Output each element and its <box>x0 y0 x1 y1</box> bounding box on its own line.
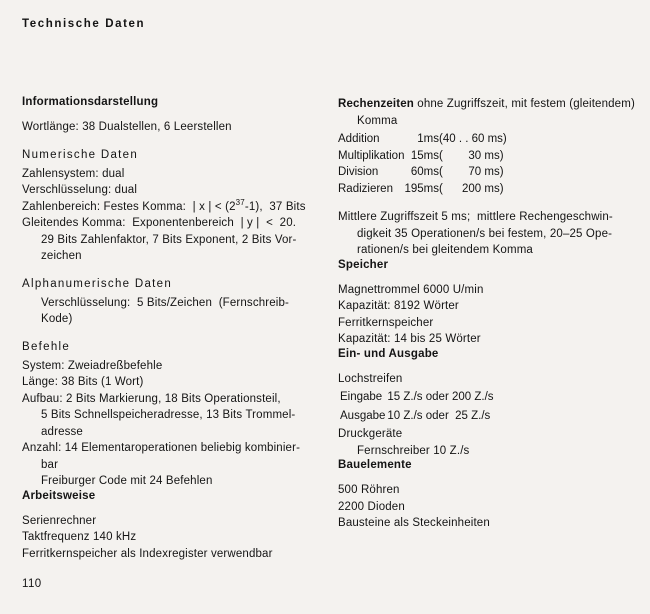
verschluesselung-dual-text: Verschlüsselung: dual <box>22 184 138 196</box>
zahlenbereich-post: -1), 37 Bits <box>244 200 306 213</box>
page-number: 110 <box>22 578 42 590</box>
section-heading-arbeitsweise: Arbeitsweise <box>22 489 96 502</box>
zahlenbereich-line <box>22 199 320 216</box>
arbeitsweise-line-3: Ferritkernspeicher als Indexregister verwendbar <box>22 547 273 560</box>
befehle-laenge-line: Länge: 38 Bits (1 Wort) <box>22 376 144 388</box>
befehle-aufbau-line: Aufbau: 2 Bits Markierung, 18 Bits Operationsteil, <box>22 392 281 405</box>
timing-value-division: 60 <box>410 166 424 178</box>
zahlensystem-line: Zahlensystem: dual <box>22 167 125 180</box>
section-heading-rechenzeiten <box>338 96 636 113</box>
gleitendes-komma-line: Gleitendes Komma: Exponentenbereich | y | < 20. <box>22 217 297 229</box>
io-label-eingabe: Eingabe <box>340 391 383 403</box>
wortlaenge-line: Wortlänge: 38 Dualstellen, 6 Leerstellen <box>22 121 232 133</box>
timing-op-multiplikation: Multiplikation <box>338 149 405 162</box>
timing-value-radizieren: 195 <box>404 182 424 195</box>
rechenzeiten-heading-rest: ohne Zugriffszeit, mit festem (gleitendem) <box>413 98 635 110</box>
table-row <box>340 408 494 425</box>
rechenzeiten-heading-bold: Rechenzeiten <box>338 98 414 110</box>
timing-paren-addition: (40 . . 60 ms) <box>439 133 507 145</box>
gleitendes-komma-cont2: zeichen <box>41 250 82 262</box>
timing-op-addition: Addition <box>338 133 380 145</box>
io-label-ausgabe: Ausgabe <box>340 409 386 422</box>
right-column <box>330 96 650 562</box>
zugriffszeit-note-2: digkeit 35 Operationen/s bei festem, 20–25 Ope- <box>357 227 613 240</box>
table-row <box>338 131 507 148</box>
speicher-line-3: Ferritkernspeicher <box>338 316 434 329</box>
druckgeraete-value: Fernschreiber 10 Z./s <box>357 444 470 457</box>
timing-paren-division: ( 70 ms) <box>439 166 504 178</box>
druckgeraete-label: Druckgeräte <box>338 428 403 440</box>
two-column-body <box>0 96 650 562</box>
table-row <box>338 148 507 165</box>
ein-ausgabe-table <box>338 387 496 426</box>
section-heading-bauelemente: Bauelemente <box>338 459 412 471</box>
bauelemente-line-3: Bausteine als Steckeinheiten <box>338 517 490 529</box>
befehle-anzahl-cont: bar <box>41 458 59 471</box>
speicher-line-4: Kapazität: 14 bis 25 Wörter <box>338 333 481 345</box>
freiburger-code-line: Freiburger Code mit 24 Befehlen <box>41 475 213 487</box>
zugriffszeit-note-1: Mittlere Zugriffszeit 5 ms; mittlere Rechengeschwin- <box>338 211 613 223</box>
timing-unit-division: ms <box>423 166 440 178</box>
timing-op-division: Division <box>338 166 379 178</box>
io-value-ausgabe: 10 Z./s oder 25 Z./s <box>387 409 491 422</box>
gleitendes-komma-cont1: 29 Bits Zahlenfaktor, 7 Bits Exponent, 2 Bits Vor- <box>41 233 297 246</box>
arbeitsweise-line-1: Serienrechner <box>22 514 97 527</box>
zahlenbereich-exponent: 37 <box>235 197 245 207</box>
left-column <box>0 96 330 562</box>
befehle-anzahl-line: Anzahl: 14 Elementaroperationen beliebig kombinier- <box>22 442 301 454</box>
zugriffszeit-note-3: rationen/s bei gleitendem Komma <box>357 244 533 256</box>
bauelemente-line-1: 500 Röhren <box>338 484 400 496</box>
section-heading-speicher: Speicher <box>338 258 389 271</box>
io-value-eingabe: 15 Z./s oder 200 Z./s <box>387 391 494 403</box>
table-row <box>338 181 507 198</box>
timing-unit-addition: ms <box>423 133 440 145</box>
table-row <box>338 164 507 181</box>
arbeitsweise-line-2: Taktfrequenz 140 kHz <box>22 531 137 543</box>
table-row <box>340 389 494 406</box>
section-heading-informationsdarstellung: Informationsdarstellung <box>22 96 159 108</box>
timing-value-addition: 1 <box>417 133 424 145</box>
subheading-numerische-daten: Numerische Daten <box>22 148 139 161</box>
verschluesselung-dual-line <box>22 182 320 199</box>
befehle-aufbau-cont1: 5 Bits Schnellspeicheradresse, 13 Bits Trommel- <box>41 409 296 421</box>
timing-value-multiplikation: 15 <box>410 149 424 162</box>
timing-paren-radizieren: ( 200 ms) <box>439 182 504 195</box>
running-head: Technische Daten <box>22 18 146 30</box>
bauelemente-line-2: 2200 Dioden <box>338 500 405 513</box>
timing-unit-multiplikation: ms <box>423 149 440 162</box>
befehle-system-line: System: Zweiadreßbefehle <box>22 359 163 372</box>
timing-unit-radizieren: ms <box>423 182 440 195</box>
zahlenbereich-pre: Zahlenbereich: Festes Komma: | x | < (2 <box>22 200 236 213</box>
section-heading-ein-und-ausgabe: Ein- und Ausgabe <box>338 347 439 360</box>
speicher-line-2: Kapazität: 8192 Wörter <box>338 300 459 312</box>
rechenzeiten-heading-cont: Komma <box>357 114 398 127</box>
befehle-aufbau-cont2: adresse <box>41 425 83 438</box>
alphanumerische-verschluesselung-line: Verschlüsselung: 5 Bits/Zeichen (Fernschreib-Kode) <box>41 296 290 325</box>
rechenzeiten-table <box>338 131 507 197</box>
timing-op-radizieren: Radizieren <box>338 182 393 195</box>
subheading-befehle: Befehle <box>22 340 71 353</box>
speicher-line-1: Magnettrommel 6000 U/min <box>338 283 484 296</box>
timing-paren-multiplikation: ( 30 ms) <box>439 149 504 162</box>
lochstreifen-label: Lochstreifen <box>338 372 403 385</box>
subheading-alphanumerische-daten: Alphanumerische Daten <box>22 277 173 290</box>
